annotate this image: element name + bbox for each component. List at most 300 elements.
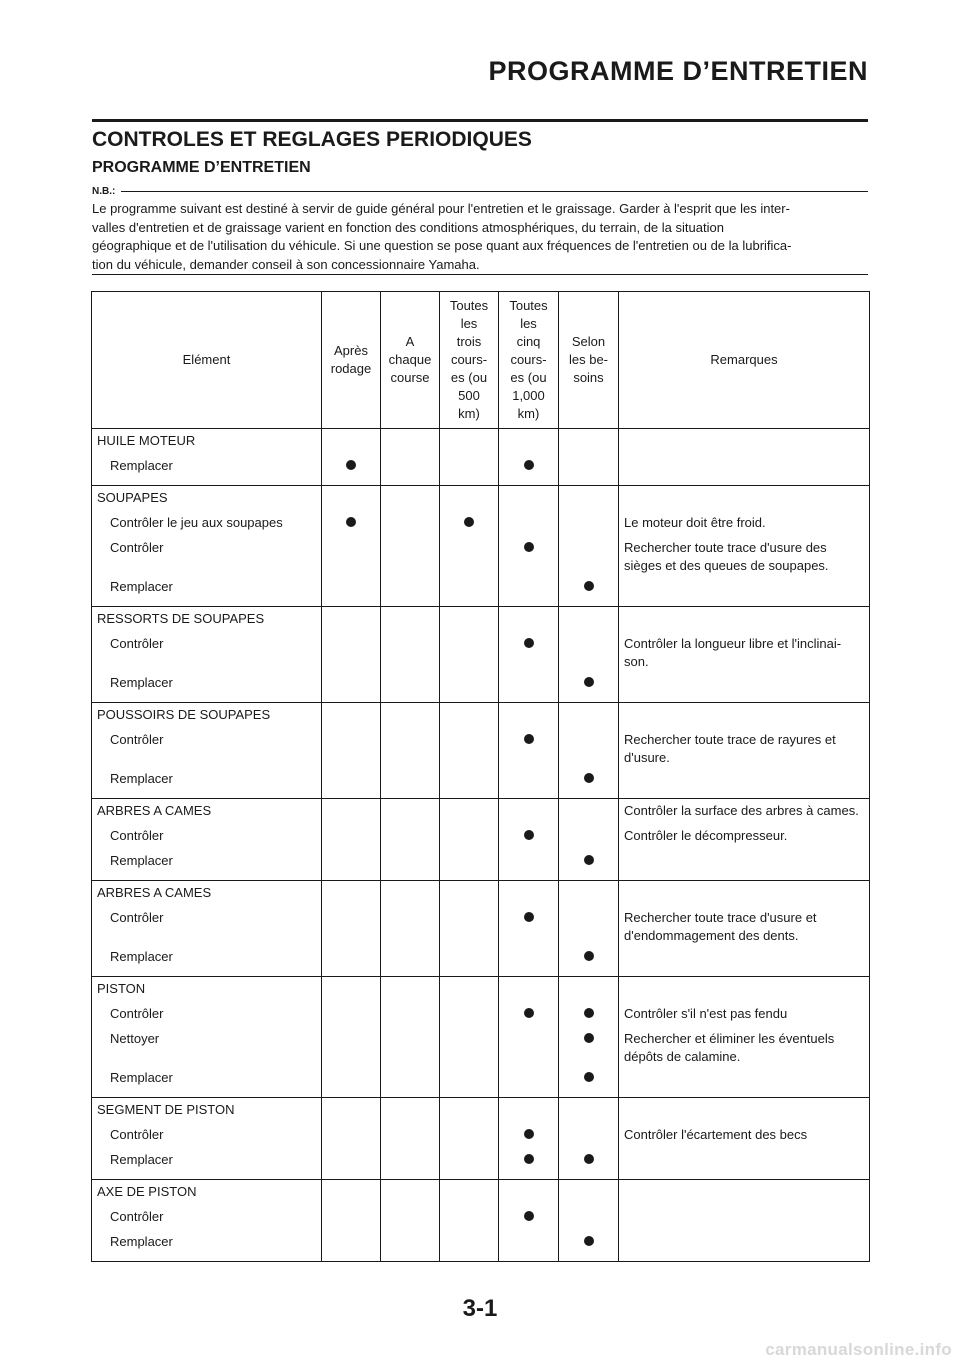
remark-cell: Contrôler l'écartement des becs (619, 1123, 870, 1148)
table-row (92, 454, 870, 486)
group-title: ARBRES A CAMES (92, 799, 322, 825)
note-rule (121, 191, 868, 192)
note-label: N.B.: (92, 186, 116, 197)
empty-cell (440, 575, 499, 607)
empty-cell (322, 671, 381, 703)
row-label: Remplacer (92, 671, 322, 703)
empty-cell (440, 849, 499, 881)
remark-cell: Contrôler le décompresseur. (619, 824, 870, 849)
empty-cell (440, 824, 499, 849)
empty-cell (559, 536, 619, 575)
remark-cell (619, 1230, 870, 1262)
table-group (92, 486, 870, 607)
row-label: Remplacer (92, 945, 322, 977)
table-group-title-row (92, 1180, 870, 1206)
empty-cell (559, 728, 619, 767)
empty-cell (440, 429, 499, 455)
empty-cell (381, 799, 440, 825)
mark-cell (559, 767, 619, 799)
remark-cell (619, 1098, 870, 1124)
row-label: Remplacer (92, 767, 322, 799)
empty-cell (322, 1205, 381, 1230)
table-row (92, 728, 870, 767)
mark-cell (499, 1148, 559, 1180)
empty-cell (559, 1098, 619, 1124)
mark-cell (559, 1230, 619, 1262)
mark-cell (499, 1205, 559, 1230)
remark-cell (619, 1180, 870, 1206)
empty-cell (440, 1002, 499, 1027)
mark-cell (559, 1066, 619, 1098)
empty-cell (559, 824, 619, 849)
empty-cell (381, 906, 440, 945)
remark-cell (619, 1066, 870, 1098)
empty-cell (322, 799, 381, 825)
empty-cell (440, 1123, 499, 1148)
empty-cell (440, 728, 499, 767)
table-row (92, 536, 870, 575)
header-toutes-cinq (499, 292, 559, 429)
empty-cell (499, 607, 559, 633)
mark-cell (559, 849, 619, 881)
bullet-icon (524, 1008, 534, 1018)
page-header-title: PROGRAMME D’ENTRETIEN (488, 56, 868, 86)
empty-cell (440, 703, 499, 729)
row-label: Contrôler (92, 824, 322, 849)
header-line: chaque (388, 352, 432, 367)
remark-cell (619, 849, 870, 881)
header-line: Toutes (449, 298, 489, 313)
header-line: A (405, 334, 415, 349)
bullet-icon (524, 638, 534, 648)
empty-cell (381, 767, 440, 799)
table-group-title-row (92, 703, 870, 729)
empty-cell (322, 728, 381, 767)
empty-cell (440, 1066, 499, 1098)
page-number: 3-1 (462, 1295, 498, 1322)
empty-cell (381, 1098, 440, 1124)
bullet-icon (584, 1072, 594, 1082)
empty-cell (381, 1002, 440, 1027)
empty-cell (322, 607, 381, 633)
remark-cell (619, 454, 870, 486)
note-header (92, 186, 868, 197)
table-row (92, 824, 870, 849)
mark-cell (499, 906, 559, 945)
empty-cell (322, 1230, 381, 1262)
maintenance-table (91, 291, 870, 1262)
table-row (92, 511, 870, 536)
header-line: es (ou (510, 370, 547, 385)
empty-cell (559, 977, 619, 1003)
remark-cell (619, 1148, 870, 1180)
bullet-icon (524, 830, 534, 840)
empty-cell (499, 977, 559, 1003)
empty-cell (322, 632, 381, 671)
empty-cell (322, 536, 381, 575)
empty-cell (440, 1205, 499, 1230)
header-line: cinq (516, 334, 541, 349)
bullet-icon (346, 517, 356, 527)
table-row (92, 1066, 870, 1098)
table-group-title-row (92, 977, 870, 1003)
row-label: Remplacer (92, 1230, 322, 1262)
empty-cell (559, 511, 619, 536)
header-line: km) (517, 406, 540, 421)
header-line: cours- (510, 352, 547, 367)
empty-cell (322, 906, 381, 945)
row-label: Nettoyer (92, 1027, 322, 1066)
empty-cell (440, 881, 499, 907)
empty-cell (381, 575, 440, 607)
row-label: Contrôler (92, 1002, 322, 1027)
bullet-icon (584, 855, 594, 865)
row-label: Remplacer (92, 454, 322, 486)
remark-cell (619, 977, 870, 1003)
mark-cell (499, 1002, 559, 1027)
empty-cell (440, 945, 499, 977)
row-label: Contrôler (92, 728, 322, 767)
empty-cell (440, 454, 499, 486)
table-row (92, 632, 870, 671)
header-rule (92, 119, 868, 122)
empty-cell (440, 906, 499, 945)
empty-cell (322, 1180, 381, 1206)
empty-cell (499, 671, 559, 703)
empty-cell (322, 703, 381, 729)
row-label: Contrôler (92, 1205, 322, 1230)
remark-cell (619, 671, 870, 703)
bullet-icon (584, 677, 594, 687)
empty-cell (381, 824, 440, 849)
remark-cell (619, 575, 870, 607)
bullet-icon (464, 517, 474, 527)
header-element: Elément (92, 292, 322, 429)
remark-cell (619, 703, 870, 729)
group-title: ARBRES A CAMES (92, 881, 322, 907)
empty-cell (381, 632, 440, 671)
header-line: es (ou (450, 370, 488, 385)
table-row (92, 906, 870, 945)
table-group-title-row (92, 607, 870, 633)
bullet-icon (524, 912, 534, 922)
header-line: km) (458, 406, 480, 421)
note-line: géographique et de l'utilisation du véhicule. Si une question se pose quant aux fréquences de l'entretien ou de la lubrifica- (92, 238, 792, 253)
table-group (92, 977, 870, 1098)
empty-cell (322, 1098, 381, 1124)
empty-cell (440, 1027, 499, 1066)
header-line: soins (573, 370, 604, 385)
table-group-title-row (92, 799, 870, 825)
table-row (92, 1230, 870, 1262)
empty-cell (559, 607, 619, 633)
empty-cell (381, 1148, 440, 1180)
empty-cell (499, 429, 559, 455)
empty-cell (322, 881, 381, 907)
header-line: trois (456, 334, 482, 349)
table-group-title-row (92, 429, 870, 455)
header-line: 1,000 (512, 388, 545, 403)
empty-cell (440, 977, 499, 1003)
note-line: valles d'entretien et de graissage varient en fonction des conditions atmosphériques, du terrain, de la situation (92, 219, 724, 235)
row-label: Remplacer (92, 575, 322, 607)
empty-cell (381, 511, 440, 536)
empty-cell (499, 1027, 559, 1066)
mark-cell (499, 536, 559, 575)
bullet-icon (524, 460, 534, 470)
table-group (92, 799, 870, 881)
empty-cell (559, 1180, 619, 1206)
empty-cell (499, 799, 559, 825)
empty-cell (381, 1123, 440, 1148)
watermark: carmanualsonline.info (765, 1340, 952, 1359)
mark-cell (499, 824, 559, 849)
empty-cell (322, 429, 381, 455)
remark-cell: Contrôler s'il n'est pas fendu (619, 1002, 870, 1027)
empty-cell (381, 1230, 440, 1262)
mark-cell (322, 511, 381, 536)
empty-cell (559, 1205, 619, 1230)
empty-cell (499, 1230, 559, 1262)
bullet-icon (584, 1008, 594, 1018)
empty-cell (322, 1027, 381, 1066)
empty-cell (499, 945, 559, 977)
empty-cell (381, 728, 440, 767)
group-title: SOUPAPES (92, 486, 322, 512)
header-a-chaque-course (381, 292, 440, 429)
bullet-icon (584, 773, 594, 783)
empty-cell (322, 575, 381, 607)
empty-cell (440, 632, 499, 671)
mark-cell (559, 575, 619, 607)
section-subtitle: PROGRAMME D’ENTRETIEN (92, 159, 311, 176)
empty-cell (559, 799, 619, 825)
row-label: Contrôler (92, 632, 322, 671)
empty-cell (499, 767, 559, 799)
empty-cell (499, 575, 559, 607)
remark-cell: Rechercher toute trace d'usure des sièges et des queues de soupapes. (619, 536, 870, 575)
remark-cell (619, 767, 870, 799)
remark-cell: Rechercher toute trace de rayures et d'usure. (619, 728, 870, 767)
mark-cell (440, 511, 499, 536)
remark-cell (619, 607, 870, 633)
header-line: les (520, 316, 537, 331)
table-row (92, 1123, 870, 1148)
group-title: HUILE MOTEUR (92, 429, 322, 455)
empty-cell (381, 536, 440, 575)
remark-cell: Contrôler la surface des arbres à cames. (619, 799, 870, 825)
header-line: course (390, 370, 430, 385)
empty-cell (499, 1180, 559, 1206)
empty-cell (559, 881, 619, 907)
remark-cell: Rechercher toute trace d'usure et d'endommagement des dents. (619, 906, 870, 945)
table-group-title-row (92, 486, 870, 512)
empty-cell (381, 671, 440, 703)
bullet-icon (584, 1236, 594, 1246)
empty-cell (322, 849, 381, 881)
mark-cell (559, 1027, 619, 1066)
table-row (92, 849, 870, 881)
empty-cell (381, 429, 440, 455)
table-row (92, 945, 870, 977)
empty-cell (559, 454, 619, 486)
table-header-row (92, 292, 870, 429)
row-label: Contrôler le jeu aux soupapes (92, 511, 322, 536)
mark-cell (499, 728, 559, 767)
empty-cell (322, 1066, 381, 1098)
bullet-icon (524, 734, 534, 744)
header-line: les (460, 316, 478, 331)
empty-cell (322, 1148, 381, 1180)
empty-cell (381, 849, 440, 881)
empty-cell (440, 536, 499, 575)
empty-cell (499, 486, 559, 512)
empty-cell (322, 824, 381, 849)
empty-cell (499, 511, 559, 536)
row-label: Remplacer (92, 1066, 322, 1098)
empty-cell (559, 486, 619, 512)
group-title: POUSSOIRS DE SOUPAPES (92, 703, 322, 729)
table-row (92, 1205, 870, 1230)
remark-cell: Le moteur doit être froid. (619, 511, 870, 536)
header-line: les be- (568, 352, 609, 367)
empty-cell (381, 454, 440, 486)
empty-cell (440, 1148, 499, 1180)
empty-cell (440, 799, 499, 825)
table-group (92, 607, 870, 703)
group-title: PISTON (92, 977, 322, 1003)
bullet-icon (584, 1033, 594, 1043)
empty-cell (440, 486, 499, 512)
empty-cell (440, 1180, 499, 1206)
row-label: Contrôler (92, 906, 322, 945)
empty-cell (559, 906, 619, 945)
empty-cell (499, 703, 559, 729)
remark-cell (619, 881, 870, 907)
empty-cell (322, 977, 381, 1003)
mark-cell (499, 454, 559, 486)
empty-cell (499, 1066, 559, 1098)
empty-cell (322, 945, 381, 977)
empty-cell (499, 881, 559, 907)
empty-cell (440, 1098, 499, 1124)
remark-cell (619, 429, 870, 455)
bullet-icon (584, 951, 594, 961)
note-line: Le programme suivant est destiné à servir de guide général pour l'entretien et le graissage. Garder à l'esprit que les inter- (92, 201, 790, 216)
bullet-icon (346, 460, 356, 470)
empty-cell (440, 1230, 499, 1262)
table-group-title-row (92, 881, 870, 907)
header-apres-rodage (322, 292, 381, 429)
table-row (92, 671, 870, 703)
header-selon-besoins (559, 292, 619, 429)
header-line: cours- (450, 352, 488, 367)
mark-cell (322, 454, 381, 486)
empty-cell (381, 1027, 440, 1066)
bullet-icon (524, 1129, 534, 1139)
empty-cell (322, 767, 381, 799)
empty-cell (381, 486, 440, 512)
empty-cell (381, 1066, 440, 1098)
empty-cell (322, 486, 381, 512)
mark-cell (559, 945, 619, 977)
header-toutes-trois (440, 292, 499, 429)
remark-cell (619, 945, 870, 977)
header-remarques: Remarques (619, 292, 870, 429)
table-group (92, 1098, 870, 1180)
remark-cell: Rechercher et éliminer les éventuels dépôts de calamine. (619, 1027, 870, 1066)
bullet-icon (524, 542, 534, 552)
empty-cell (559, 429, 619, 455)
group-title: SEGMENT DE PISTON (92, 1098, 322, 1124)
empty-cell (559, 1123, 619, 1148)
row-label: Contrôler (92, 536, 322, 575)
mark-cell (499, 1123, 559, 1148)
header-line: rodage (330, 361, 372, 376)
header-line: 500 (458, 388, 480, 403)
mark-cell (559, 1148, 619, 1180)
remark-cell (619, 486, 870, 512)
header-line: Toutes (509, 298, 548, 313)
table-group-title-row (92, 1098, 870, 1124)
table-group (92, 703, 870, 799)
note-text (92, 200, 868, 274)
note-bottom-rule (92, 274, 868, 275)
mark-cell (559, 1002, 619, 1027)
empty-cell (559, 632, 619, 671)
mark-cell (559, 671, 619, 703)
mark-cell (499, 632, 559, 671)
header-line: Selon (571, 334, 606, 349)
empty-cell (499, 849, 559, 881)
empty-cell (499, 1098, 559, 1124)
bullet-icon (584, 581, 594, 591)
empty-cell (440, 671, 499, 703)
table-group (92, 429, 870, 486)
row-label: Remplacer (92, 1148, 322, 1180)
table-row (92, 1148, 870, 1180)
note-line: tion du véhicule, demander conseil à son concessionnaire Yamaha. (92, 256, 480, 272)
bullet-icon (524, 1154, 534, 1164)
row-label: Remplacer (92, 849, 322, 881)
bullet-icon (584, 1154, 594, 1164)
group-title: RESSORTS DE SOUPAPES (92, 607, 322, 633)
empty-cell (381, 945, 440, 977)
table-group (92, 1180, 870, 1262)
empty-cell (381, 1180, 440, 1206)
empty-cell (559, 703, 619, 729)
section-title: CONTROLES ET REGLAGES PERIODIQUES (92, 128, 532, 151)
table-row (92, 575, 870, 607)
empty-cell (381, 977, 440, 1003)
remark-cell (619, 1205, 870, 1230)
table-row (92, 767, 870, 799)
group-title: AXE DE PISTON (92, 1180, 322, 1206)
empty-cell (381, 881, 440, 907)
header-line: Après (334, 343, 368, 358)
empty-cell (381, 607, 440, 633)
empty-cell (440, 607, 499, 633)
empty-cell (381, 703, 440, 729)
table-row (92, 1027, 870, 1066)
bullet-icon (524, 1211, 534, 1221)
remark-cell: Contrôler la longueur libre et l'inclinai-son. (619, 632, 870, 671)
empty-cell (381, 1205, 440, 1230)
row-label: Contrôler (92, 1123, 322, 1148)
empty-cell (440, 767, 499, 799)
table-group (92, 881, 870, 977)
empty-cell (322, 1123, 381, 1148)
